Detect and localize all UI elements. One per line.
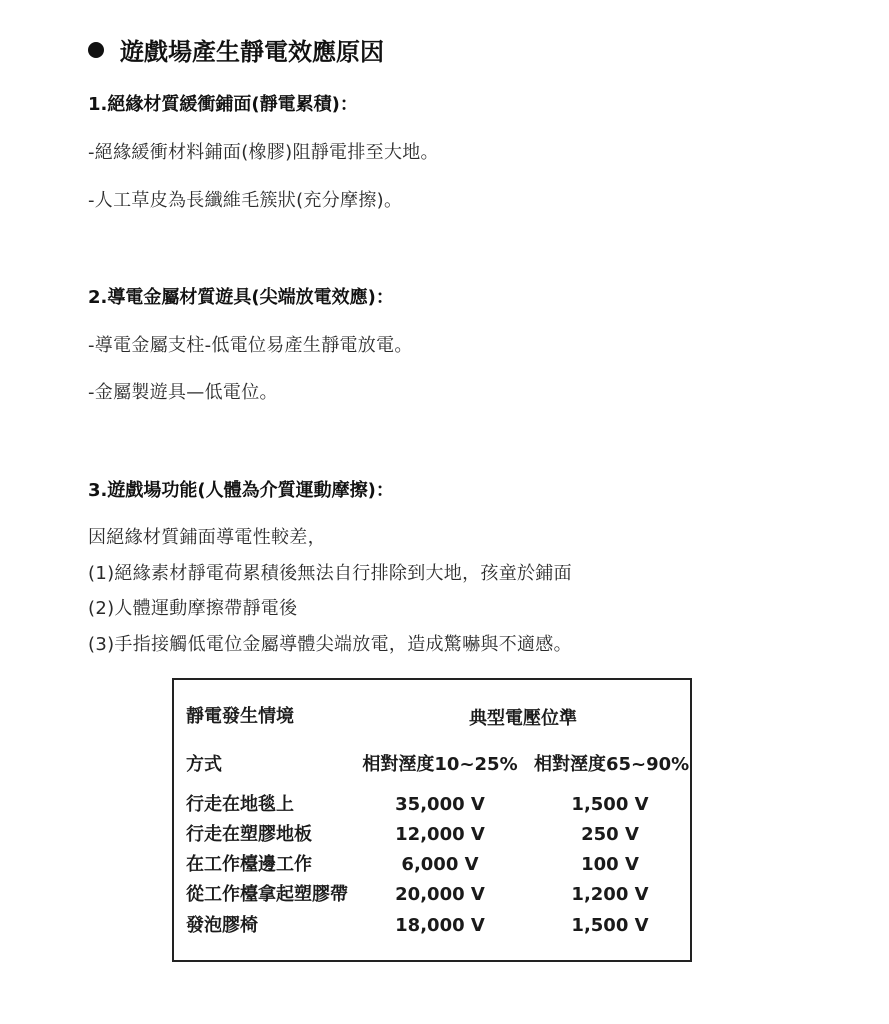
table-row-situation: 行走在地毯上 <box>186 794 294 815</box>
table-row-situation: 從工作檯拿起塑膠帶 <box>186 884 348 905</box>
section-2-heading: 2.導電金屬材質遊具(尖端放電效應)： <box>88 287 394 308</box>
section-2-line-1: -導電金屬支柱-低電位易產生靜電放電。 <box>88 335 413 356</box>
page-title <box>88 32 384 72</box>
table-row-situation: 行走在塑膠地板 <box>186 824 312 845</box>
table-row-low-humidity: 6,000 V <box>401 854 479 875</box>
table-row-high-humidity: 1,500 V <box>571 794 649 815</box>
section-3-line-3: (2)人體運動摩擦帶靜電後 <box>88 598 298 619</box>
bullet-dot-icon <box>88 42 104 58</box>
table-row-low-humidity: 20,000 V <box>395 884 485 905</box>
table-row-high-humidity: 1,200 V <box>571 884 649 905</box>
table-row-low-humidity: 18,000 V <box>395 915 485 936</box>
table-header-situation: 靜電發生情境 <box>186 706 294 727</box>
section-3-line-2: (1)絕緣素材靜電荷累積後無法自行排除到大地，孩童於鋪面 <box>88 563 572 584</box>
section-2-line-2: -金屬製遊具—低電位。 <box>88 382 278 403</box>
section-3-heading: 3.遊戲場功能(人體為介質運動摩擦)： <box>88 480 394 501</box>
page-title-text: 遊戲場產生靜電效應原因 <box>120 38 384 66</box>
section-1-heading: 1.絕緣材質緩衝鋪面(靜電累積)： <box>88 94 358 115</box>
section-1-line-1: -絕緣緩衝材料鋪面(橡膠)阻靜電排至大地。 <box>88 142 439 163</box>
table-header-method: 方式 <box>186 754 222 775</box>
table-row-situation: 在工作檯邊工作 <box>186 854 312 875</box>
table-row-low-humidity: 35,000 V <box>395 794 485 815</box>
section-1-line-2: -人工草皮為長纖維毛簇狀(充分摩擦)。 <box>88 190 403 211</box>
table-row-situation: 發泡膠椅 <box>186 915 258 936</box>
table-row-high-humidity: 1,500 V <box>571 915 649 936</box>
section-3-line-1: 因絕緣材質鋪面導電性較差， <box>88 527 326 548</box>
table-row-low-humidity: 12,000 V <box>395 824 485 845</box>
table-row-high-humidity: 100 V <box>581 854 639 875</box>
table-row-high-humidity: 250 V <box>581 824 639 845</box>
table-header-high-humidity: 相對溼度65~90% <box>534 754 690 775</box>
section-3-line-4: (3)手指接觸低電位金屬導體尖端放電，造成驚嚇與不適感。 <box>88 634 572 655</box>
table-header-low-humidity: 相對溼度10~25% <box>362 754 518 775</box>
table-header-voltage-level: 典型電壓位準 <box>469 708 577 729</box>
voltage-table <box>172 678 692 962</box>
